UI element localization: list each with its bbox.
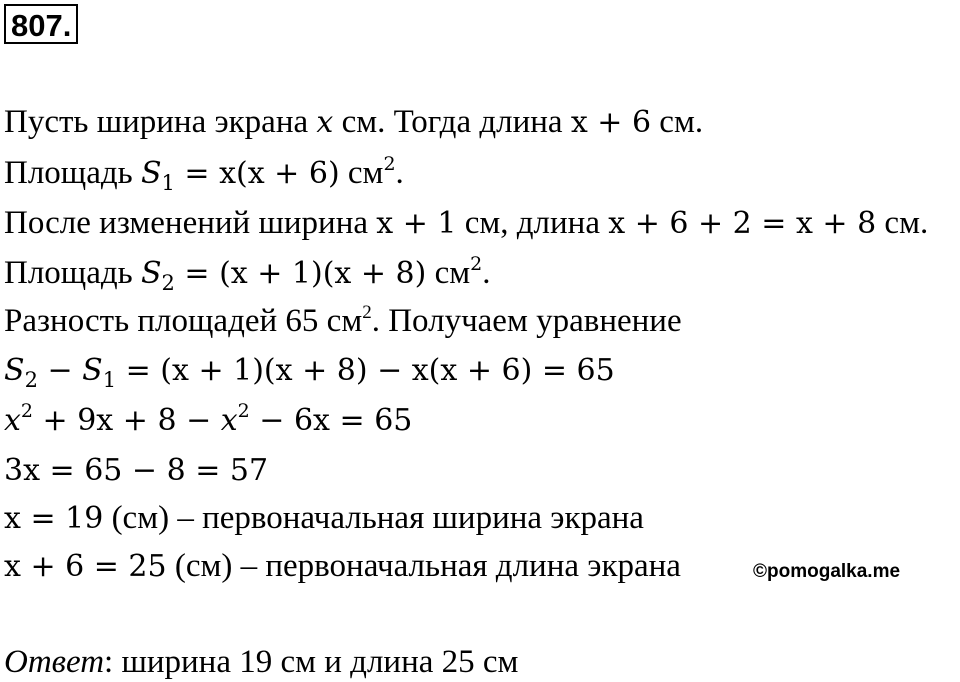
math-expr: = x(x + 6) [174, 156, 340, 191]
solution-line-9 [4, 498, 644, 539]
superscript: 2 [237, 400, 250, 422]
superscript: 2 [362, 302, 372, 323]
text: Пусть ширина экрана [4, 104, 317, 140]
text: После изменений ширина [4, 205, 377, 241]
math-expr: x + 6 [570, 105, 652, 140]
subscript: 1 [102, 368, 117, 392]
superscript: 2 [20, 400, 34, 422]
unit: см [339, 155, 384, 191]
answer-line [4, 642, 518, 682]
solution-line-8 [4, 450, 268, 491]
math-var: S [140, 256, 162, 291]
text: (см) – первоначальная длина экрана [166, 548, 681, 584]
math-op: − [37, 353, 83, 388]
math-var: x [4, 403, 21, 438]
solution-line-2 [4, 153, 404, 194]
math-var: S [140, 156, 162, 191]
text: (см) – первоначальная ширина экрана [103, 500, 644, 536]
math-var: S [4, 353, 25, 388]
unit: см [426, 255, 471, 291]
math-expr: + 9x + 8 − [33, 403, 221, 438]
superscript: 2 [383, 153, 396, 175]
problem-number: 807. [4, 4, 78, 44]
math-expr: 3x = 65 − 8 = 57 [4, 453, 269, 488]
text: см. [876, 205, 929, 241]
superscript: 2 [470, 253, 483, 275]
text: . [482, 255, 491, 291]
solution-line-3 [4, 203, 928, 244]
solution-line-10 [4, 546, 681, 587]
math-var: S [82, 353, 103, 388]
subscript: 1 [161, 171, 175, 195]
subscript: 2 [24, 368, 38, 392]
text: Площадь [4, 155, 141, 191]
text: . [395, 155, 404, 191]
math-expr: = (x + 1)(x + 8) − x(x + 6) = 65 [116, 353, 615, 388]
answer-text: : ширина 19 см и длина 25 см [104, 644, 519, 680]
text: Площадь [4, 255, 141, 291]
math-var: x [316, 105, 334, 140]
subscript: 2 [161, 271, 175, 295]
text: см. [651, 104, 704, 140]
text: см, длина [456, 205, 609, 241]
watermark-text: ©pomogalka.me [753, 561, 901, 582]
solution-line-1 [4, 102, 703, 143]
text: см. Тогда длина [333, 104, 571, 140]
math-expr: = (x + 1)(x + 8) [174, 256, 427, 291]
text: . Получаем уравнение [371, 303, 682, 339]
math-expr: x = 19 [4, 501, 104, 536]
math-var: x [220, 403, 238, 438]
math-expr: − 6x = 65 [249, 403, 413, 438]
math-expr: x + 6 + 2 = x + 8 [608, 206, 877, 241]
solution-line-6 [4, 350, 615, 391]
answer-label: Ответ [4, 644, 105, 680]
math-expr: x + 6 = 25 [4, 549, 167, 584]
solution-line-7 [4, 400, 412, 441]
text: Разность площадей 65 см [4, 303, 363, 339]
solution-line-4 [4, 253, 490, 294]
math-expr: x + 1 [376, 206, 457, 241]
solution-line-5 [4, 301, 682, 341]
